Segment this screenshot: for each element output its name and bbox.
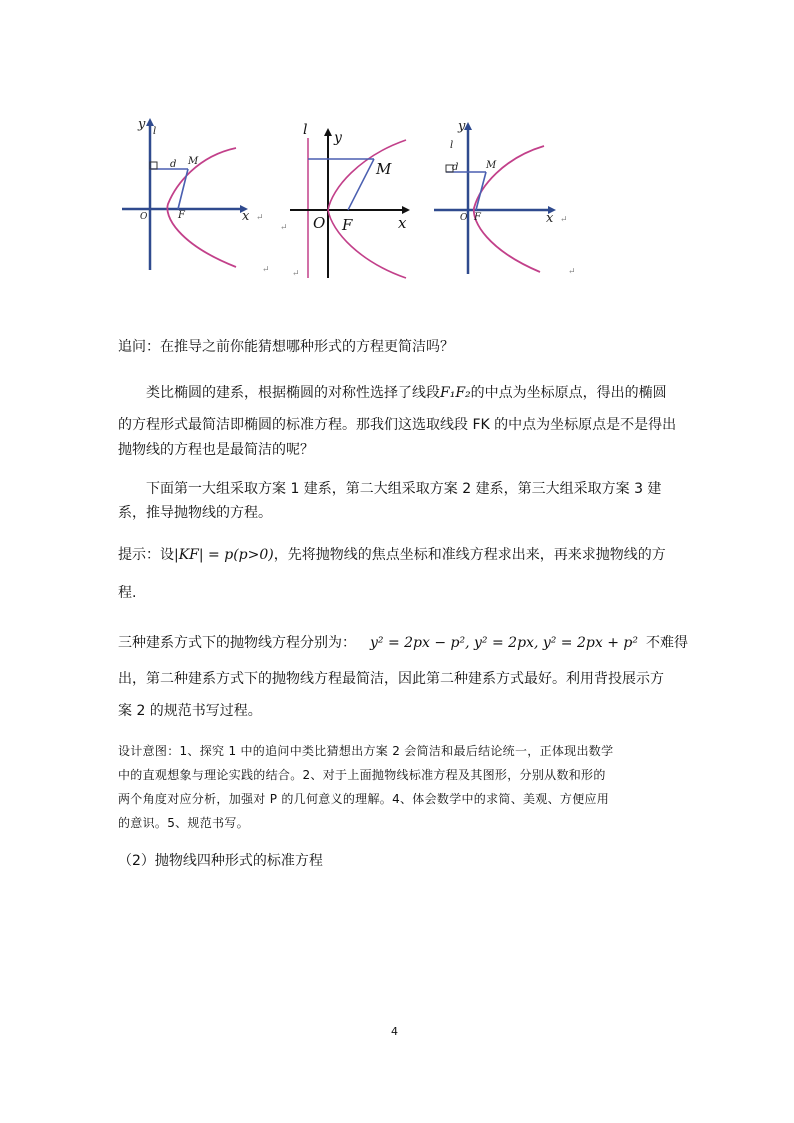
label-M: M <box>188 156 199 167</box>
return-mark: ↵ <box>280 223 288 233</box>
paragraph-groups-line1: 下面第一大组采取方案 1 建系，第二大组采取方案 2 建系，第三大组采取方案 3 建 <box>146 481 662 497</box>
label-O: O <box>313 214 326 232</box>
equations-formula: y² = 2px − p², y² = 2px, y² = 2px + p² <box>370 635 638 651</box>
figure-parabola-scheme-1 <box>118 112 270 274</box>
segment-MF <box>476 172 486 210</box>
paragraph-analogy-line3: 抛物线的方程也是最简洁的呢？ <box>118 442 314 458</box>
label-F: F <box>178 210 185 221</box>
page-number: 4 <box>391 1025 398 1038</box>
paragraph-groups-line2: 系，推导抛物线的方程。 <box>118 505 272 521</box>
paragraph-equations-line1 <box>118 633 688 653</box>
return-mark: ↵ <box>292 269 300 279</box>
hint-text: ，先将抛物线的焦点坐标和准线方程求出来，再来求抛物线的方 <box>273 547 666 563</box>
hint-formula: |KF| = p(p>0) <box>174 547 274 563</box>
design-intent-line1: 设计意图：1、探究 1 中的追问中类比猜想出方案 2 会简洁和最后结论统一，正体现出数学 <box>118 744 614 758</box>
label-O: O <box>460 213 468 223</box>
y-axis-arrow <box>146 118 154 126</box>
label-d: d <box>452 162 459 173</box>
equations-conclusion-a: 不难得 <box>645 635 688 651</box>
paragraph-equations-line2: 出，第二种建系方式下的抛物线方程最简洁，因此第二种建系方式最好。利用背投展示方 <box>118 671 664 687</box>
hint-label: 提示：设 <box>118 547 174 563</box>
label-l: l <box>450 140 454 151</box>
section-heading-2: （2）抛物线四种形式的标准方程 <box>118 853 323 869</box>
hint-line1 <box>118 545 666 565</box>
label-F: F <box>342 216 353 234</box>
design-intent-line3: 两个角度对应分析，加强对 P 的几何意义的理解。4、体会数学中的求简、美观、方便应用 <box>118 792 610 806</box>
y-axis-arrow <box>324 128 332 136</box>
label-l: l <box>303 122 308 138</box>
label-O: O <box>140 212 148 222</box>
hint-line2: 程. <box>118 585 137 601</box>
equations-intro: 三种建系方式下的抛物线方程分别为： <box>118 635 356 651</box>
label-x: x <box>242 209 250 224</box>
followup-question: 追问：在推导之前你能猜想哪种形式的方程更简洁吗？ <box>118 339 454 355</box>
analogy-text-b: 的中点为坐标原点，得出的椭圆 <box>470 385 667 401</box>
figure-parabola-scheme-2 <box>280 118 420 280</box>
paragraph-equations-line3: 案 2 的规范书写过程。 <box>118 703 262 719</box>
design-intent-line2: 中的直观想象与理论实践的结合。2、对于上面抛物线标准方程及其图形，分别从数和形的 <box>118 768 606 782</box>
return-mark: ↵ <box>256 213 264 223</box>
x-axis-arrow <box>402 206 410 214</box>
segment-F1F2: F₁F₂ <box>440 385 471 401</box>
label-l: l <box>153 126 157 137</box>
label-x: x <box>546 211 554 226</box>
paragraph-analogy-line1 <box>146 383 667 403</box>
label-M: M <box>376 160 392 178</box>
label-x: x <box>398 214 407 232</box>
return-mark: ↵ <box>568 267 576 277</box>
label-y: y <box>138 117 146 132</box>
return-mark: ↵ <box>560 215 568 225</box>
design-intent-line4: 的意识。5、规范书写。 <box>118 816 249 830</box>
segment-MF <box>178 169 188 209</box>
return-mark: ↵ <box>262 265 270 274</box>
label-d: d <box>170 159 177 170</box>
segment-MF <box>348 159 374 210</box>
label-M: M <box>486 160 497 171</box>
figure-parabola-scheme-3 <box>428 116 584 278</box>
label-y: y <box>458 119 466 134</box>
paragraph-analogy-line2: 的方程形式最简洁即椭圆的标准方程。那我们这选取线段 FK 的中点为坐标原点是不是得出 <box>118 417 677 433</box>
label-y: y <box>334 130 342 146</box>
analogy-text-a: 类比椭圆的建系，根据椭圆的对称性选择了线段 <box>146 385 440 401</box>
label-F: F <box>474 212 481 223</box>
